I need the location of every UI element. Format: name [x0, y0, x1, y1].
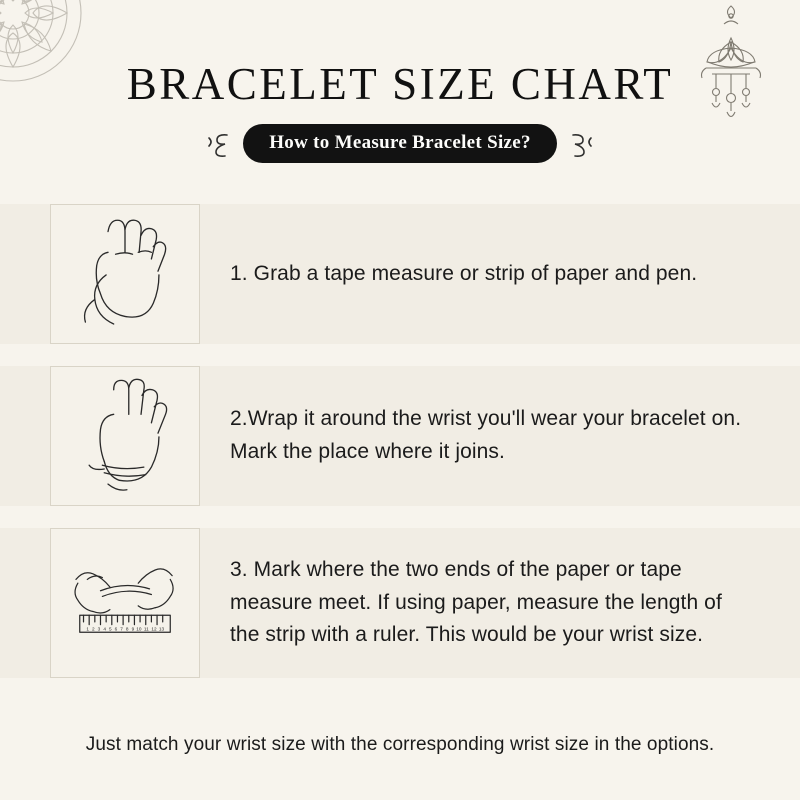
svg-text:2: 2 — [92, 626, 95, 632]
list-item — [0, 366, 800, 506]
svg-text:10: 10 — [136, 626, 142, 632]
list-item — [0, 204, 800, 344]
flourish-icon — [205, 130, 231, 158]
subtitle-row — [0, 124, 800, 163]
step-text: 2.Wrap it around the wrist you'll wear your bracelet on. Mark the place where it joins. — [230, 407, 742, 463]
svg-text:4: 4 — [103, 626, 106, 632]
subtitle-pill: How to Measure Bracelet Size? — [243, 124, 557, 163]
svg-text:7: 7 — [120, 626, 123, 632]
hands-measuring-with-ruler-icon — [50, 528, 200, 678]
steps-list — [0, 204, 800, 700]
list-item — [0, 528, 800, 678]
hand-wrist-wrapped-icon — [50, 366, 200, 506]
svg-text:13: 13 — [158, 626, 165, 632]
svg-text:8: 8 — [125, 626, 129, 632]
svg-text:3: 3 — [97, 626, 101, 632]
svg-text:6: 6 — [114, 626, 118, 632]
svg-text:11: 11 — [143, 626, 149, 632]
svg-text:1: 1 — [86, 626, 89, 632]
svg-text:9: 9 — [131, 626, 135, 632]
flourish-icon — [569, 130, 595, 158]
svg-text:12: 12 — [151, 626, 157, 632]
footer-note: Just match your wrist size with the corresponding wrist size in the options. — [85, 734, 715, 755]
step-text: 3. Mark where the two ends of the paper or tape measure meet. If using paper, measure the length of the strip with a ruler. This would be your wrist size. — [230, 558, 722, 647]
hand-fist-with-tape-icon — [50, 204, 200, 344]
svg-text:5: 5 — [108, 626, 112, 632]
step-text: 1. Grab a tape measure or strip of paper and pen. — [230, 261, 698, 285]
page-title: BRACELET SIZE CHART — [126, 59, 674, 109]
